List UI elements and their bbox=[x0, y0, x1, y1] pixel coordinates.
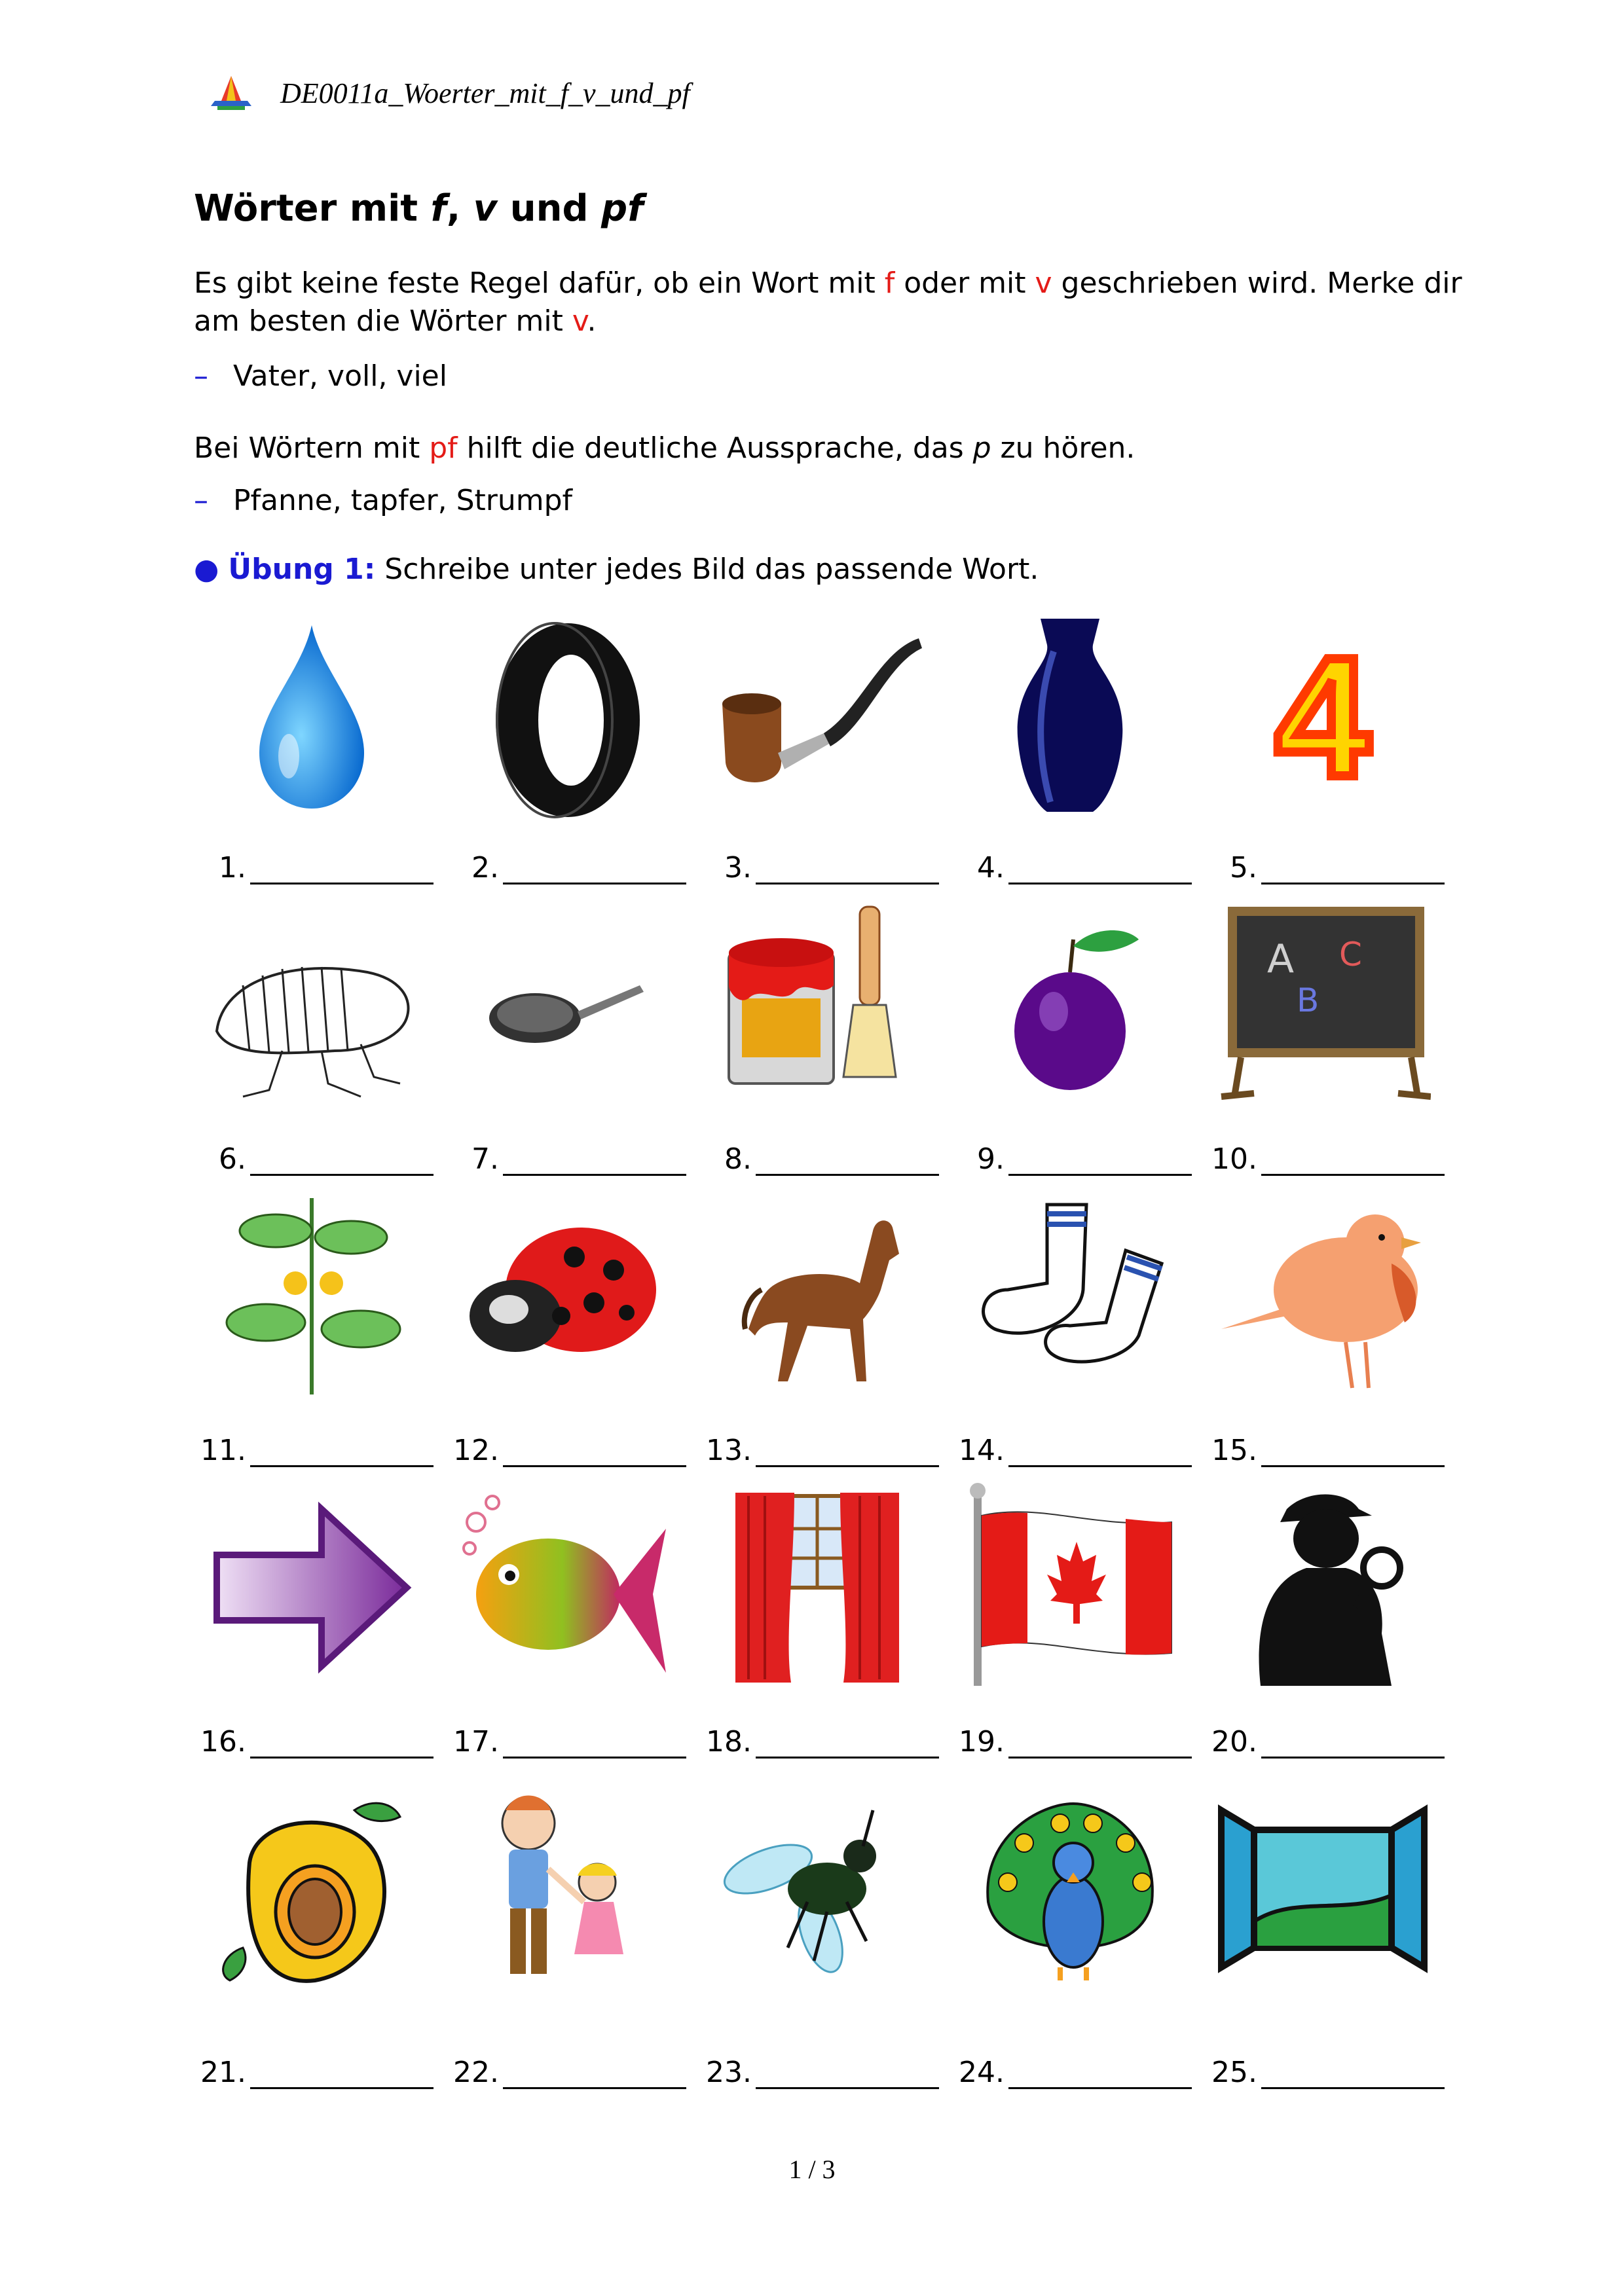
peacock-icon bbox=[962, 1784, 1178, 1994]
title-comma: , bbox=[446, 187, 473, 230]
intro-text-3: geschrieben wird. Merke dir bbox=[1052, 266, 1462, 300]
item-number: 10. bbox=[1211, 1142, 1257, 1176]
answer-line[interactable] bbox=[503, 2061, 686, 2089]
intro-text-2: oder mit bbox=[895, 266, 1035, 300]
example-list-2 bbox=[194, 482, 1490, 520]
answer-line[interactable] bbox=[503, 856, 686, 884]
ladybug-icon bbox=[456, 1192, 673, 1401]
answer-22 bbox=[447, 2056, 686, 2089]
picture-3 bbox=[699, 609, 935, 825]
picture-20 bbox=[1205, 1480, 1441, 1696]
picture-4 bbox=[952, 609, 1188, 825]
answer-24 bbox=[952, 2056, 1192, 2089]
answer-line[interactable] bbox=[1008, 856, 1192, 884]
item-number: 6. bbox=[219, 1142, 246, 1176]
answer-8 bbox=[699, 1142, 939, 1176]
page-number: 1 / 3 bbox=[788, 2155, 836, 2184]
document-filename: DE0011a_Woerter_mit_f_v_und_pf bbox=[280, 77, 690, 109]
intro-text-5: . bbox=[587, 304, 597, 338]
intro-letter-v2: v bbox=[572, 304, 587, 338]
title-prefix: Wörter mit bbox=[194, 187, 431, 230]
answer-1 bbox=[194, 851, 434, 884]
answer-line[interactable] bbox=[1008, 1148, 1192, 1176]
answer-25 bbox=[1205, 2056, 1445, 2089]
item-number: 19. bbox=[959, 1725, 1005, 1758]
pf-text-2: hilft die deutliche Aussprache, das bbox=[457, 431, 973, 465]
exercise-heading bbox=[194, 553, 1039, 586]
answer-16 bbox=[194, 1725, 434, 1758]
answer-7 bbox=[447, 1142, 686, 1176]
pipe-icon bbox=[709, 612, 925, 822]
picture-18 bbox=[699, 1480, 935, 1696]
fly-icon bbox=[709, 1784, 925, 1994]
picture-23 bbox=[699, 1781, 935, 1997]
answer-21 bbox=[194, 2056, 434, 2089]
picture-1 bbox=[194, 609, 430, 825]
curtain-icon bbox=[709, 1483, 925, 1692]
picture-10 bbox=[1205, 897, 1441, 1113]
item-number: 25. bbox=[1211, 2056, 1257, 2089]
item-number: 13. bbox=[706, 1434, 752, 1467]
answer-line[interactable] bbox=[1008, 2061, 1192, 2089]
answer-line[interactable] bbox=[756, 856, 939, 884]
item-number: 17. bbox=[453, 1725, 499, 1758]
picture-21 bbox=[194, 1781, 430, 1997]
answer-13 bbox=[699, 1434, 939, 1467]
peach-icon bbox=[204, 1784, 420, 1994]
frying-pan-icon bbox=[456, 900, 673, 1110]
picture-24 bbox=[952, 1781, 1188, 1997]
answer-line[interactable] bbox=[1261, 1148, 1445, 1176]
picture-17 bbox=[447, 1480, 682, 1696]
answer-20 bbox=[1205, 1725, 1445, 1758]
item-number: 24. bbox=[959, 2056, 1005, 2089]
item-number: 12. bbox=[453, 1434, 499, 1467]
answer-3 bbox=[699, 851, 939, 884]
item-number: 20. bbox=[1211, 1725, 1257, 1758]
answer-line[interactable] bbox=[1008, 1730, 1192, 1758]
answer-11 bbox=[194, 1434, 434, 1467]
picture-15 bbox=[1205, 1188, 1441, 1404]
title-v: v bbox=[473, 187, 498, 230]
bullet-icon: ● bbox=[194, 553, 219, 586]
item-number: 18. bbox=[706, 1725, 752, 1758]
dash-1: – bbox=[194, 359, 208, 393]
answer-line[interactable] bbox=[503, 1148, 686, 1176]
intro-letter-v: v bbox=[1035, 266, 1052, 300]
picture-2 bbox=[447, 609, 682, 825]
item-number: 4. bbox=[977, 851, 1005, 884]
horse-icon bbox=[709, 1192, 925, 1401]
pf-text-3: zu hören. bbox=[991, 431, 1135, 465]
answer-18 bbox=[699, 1725, 939, 1758]
item-number: 14. bbox=[959, 1434, 1005, 1467]
picture-8 bbox=[699, 897, 935, 1113]
answer-line[interactable] bbox=[1261, 856, 1445, 884]
picture-5 bbox=[1205, 609, 1441, 825]
picture-7 bbox=[447, 897, 682, 1113]
item-number: 23. bbox=[706, 2056, 752, 2089]
picture-9 bbox=[952, 897, 1188, 1113]
pf-text-1: Bei Wörtern mit bbox=[194, 431, 430, 465]
dash-2: – bbox=[194, 484, 208, 517]
page-header bbox=[208, 73, 690, 113]
fish-icon bbox=[456, 1483, 673, 1692]
answer-line[interactable] bbox=[756, 2061, 939, 2089]
item-number: 1. bbox=[219, 851, 246, 884]
flea-icon bbox=[204, 900, 420, 1110]
item-number: 5. bbox=[1230, 851, 1257, 884]
pf-letter-p: p bbox=[972, 431, 991, 465]
item-number: 9. bbox=[977, 1142, 1005, 1176]
answer-line[interactable] bbox=[1261, 2061, 1445, 2089]
pf-letters: pf bbox=[429, 431, 458, 465]
answer-line[interactable] bbox=[250, 1439, 434, 1467]
answer-12 bbox=[447, 1434, 686, 1467]
detective-icon bbox=[1215, 1483, 1431, 1692]
example-text-1: Vater, voll, viel bbox=[233, 359, 447, 393]
svg-text:A: A bbox=[1267, 936, 1295, 982]
item-number: 22. bbox=[453, 2056, 499, 2089]
example-list-1 bbox=[194, 357, 1490, 395]
answer-line[interactable] bbox=[756, 1148, 939, 1176]
answer-15 bbox=[1205, 1434, 1445, 1467]
item-number: 3. bbox=[724, 851, 752, 884]
chalkboard-icon bbox=[1215, 900, 1431, 1110]
picture-13 bbox=[699, 1188, 935, 1404]
answer-line[interactable] bbox=[756, 1439, 939, 1467]
water-drop-icon bbox=[204, 612, 420, 822]
answer-line[interactable] bbox=[1261, 1439, 1445, 1467]
pf-rule-paragraph bbox=[194, 429, 1490, 467]
plant-icon bbox=[204, 1192, 420, 1401]
answer-17 bbox=[447, 1725, 686, 1758]
svg-text:B: B bbox=[1297, 981, 1320, 1019]
intro-text-1: Es gibt keine feste Regel dafür, ob ein Wort mit bbox=[194, 266, 885, 300]
item-number: 15. bbox=[1211, 1434, 1257, 1467]
item-number: 7. bbox=[471, 1142, 499, 1176]
answer-line[interactable] bbox=[250, 856, 434, 884]
page-title bbox=[194, 187, 643, 230]
example-text-2: Pfanne, tapfer, Strumpf bbox=[233, 484, 573, 517]
answer-6 bbox=[194, 1142, 434, 1176]
answer-10 bbox=[1205, 1142, 1445, 1176]
picture-25 bbox=[1205, 1781, 1441, 1997]
arrow-icon bbox=[204, 1483, 420, 1692]
answer-line[interactable] bbox=[503, 1730, 686, 1758]
intro-text-4: am besten die Wörter mit bbox=[194, 304, 572, 338]
item-number: 16. bbox=[200, 1725, 246, 1758]
picture-22 bbox=[447, 1781, 682, 1997]
answer-9 bbox=[952, 1142, 1192, 1176]
title-f: f bbox=[430, 187, 447, 230]
picture-12 bbox=[447, 1188, 682, 1404]
canada-flag-icon bbox=[962, 1483, 1178, 1692]
svg-text:C: C bbox=[1339, 936, 1362, 974]
logo-icon bbox=[208, 75, 254, 111]
answer-2 bbox=[447, 851, 686, 884]
father-daughter-icon bbox=[456, 1784, 673, 1994]
answer-line[interactable] bbox=[250, 1148, 434, 1176]
socks-icon bbox=[962, 1192, 1178, 1401]
item-number: 11. bbox=[200, 1434, 246, 1467]
number-four-icon bbox=[1215, 612, 1431, 822]
item-number: 8. bbox=[724, 1142, 752, 1176]
picture-11 bbox=[194, 1188, 430, 1404]
title-und: und bbox=[497, 187, 602, 230]
answer-line[interactable] bbox=[1008, 1439, 1192, 1467]
intro-letter-f: f bbox=[884, 266, 895, 300]
item-number: 2. bbox=[471, 851, 499, 884]
exercise-label: Übung 1: bbox=[228, 553, 376, 586]
picture-19 bbox=[952, 1480, 1188, 1696]
bird-icon bbox=[1215, 1192, 1431, 1401]
title-pf: pf bbox=[601, 187, 644, 230]
answer-19 bbox=[952, 1725, 1192, 1758]
answer-5 bbox=[1205, 851, 1445, 884]
answer-23 bbox=[699, 2056, 939, 2089]
plum-icon bbox=[962, 900, 1178, 1110]
answer-14 bbox=[952, 1434, 1192, 1467]
picture-16 bbox=[194, 1480, 430, 1696]
picture-6 bbox=[194, 897, 430, 1113]
exercise-instruction: Schreibe unter jedes Bild das passende Wort. bbox=[375, 553, 1039, 586]
answer-line[interactable] bbox=[503, 1439, 686, 1467]
tire-icon bbox=[456, 612, 673, 822]
answer-4 bbox=[952, 851, 1192, 884]
vase-icon bbox=[962, 612, 1178, 822]
answer-line[interactable] bbox=[250, 1730, 434, 1758]
answer-line[interactable] bbox=[1261, 1730, 1445, 1758]
answer-line[interactable] bbox=[250, 2061, 434, 2089]
picture-14 bbox=[952, 1188, 1188, 1404]
answer-line[interactable] bbox=[756, 1730, 939, 1758]
intro-paragraph bbox=[194, 264, 1490, 340]
svg-text:4: 4 bbox=[1275, 623, 1371, 812]
window-icon bbox=[1215, 1784, 1431, 1994]
item-number: 21. bbox=[200, 2056, 246, 2089]
paint-bucket-icon bbox=[709, 900, 925, 1110]
